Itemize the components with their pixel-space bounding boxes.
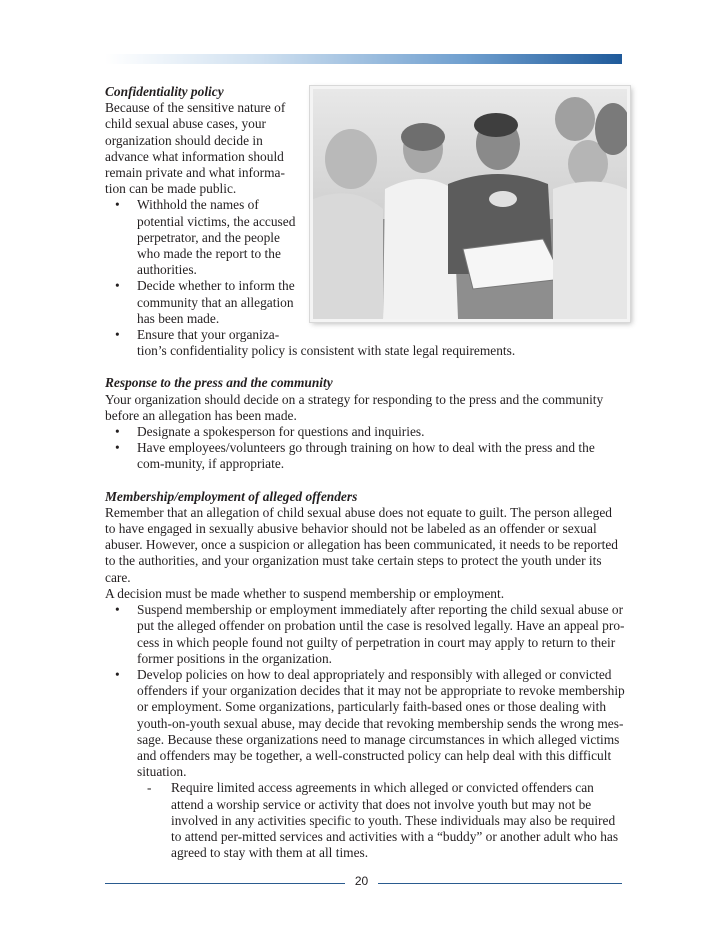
footer-rule-left bbox=[105, 883, 345, 884]
confidentiality-intro: Because of the sensitive nature of child sexual abuse cases, your organization should decide in advance what information should remain private and what informa-tion can be made public. bbox=[105, 100, 286, 197]
list-item: • Ensure that your organiza-tion’s confidentiality policy is consistent with state legal requirements. bbox=[105, 327, 625, 359]
confidentiality-heading: Confidentiality policy bbox=[105, 84, 224, 99]
footer-rule-right bbox=[378, 883, 622, 884]
list-item: • Withhold the names of potential victims, the accused perpetrator, and the people who made the report to the authorities. bbox=[105, 197, 625, 278]
page-content bbox=[105, 84, 625, 877]
list-item-text: Develop policies on how to deal appropriately and responsibly with alleged or convicted offenders if your organization decides that it may not be appropriate to revoke membership or employment. Some organizations, particularly faith-based ones or those dealing with youth-on-youth sexual abuse, may decide that revoking membership sends the wrong mes-sage. Because these organizations need to manage circumstances in which alleged victims and offenders may be together, a well-constructed policy can help deal with this difficult situation. bbox=[137, 666, 625, 780]
list-item: • Designate a spokesperson for questions and inquiries. bbox=[105, 424, 625, 440]
membership-intro-2: A decision must be made whether to suspend membership or employment. bbox=[105, 585, 505, 601]
sub-list-item: - Require limited access agreements in which alleged or convicted offenders can attend a worship service or activity that does not involve youth but may not be involved in any activities specific to youth. These individuals may also be required to attend per-mitted services and activities with a “buddy” or another adult who has agreed to stay with them at all times. bbox=[137, 780, 625, 861]
press-section bbox=[105, 375, 625, 472]
header-accent-bar bbox=[105, 54, 622, 64]
confidentiality-bullet-list bbox=[105, 197, 625, 359]
list-item: • Decide whether to inform the community that an allegation has been made. bbox=[105, 278, 625, 327]
confidentiality-section bbox=[105, 84, 625, 359]
list-item bbox=[105, 667, 625, 861]
press-bullet-list bbox=[105, 424, 625, 473]
page-number: 20 bbox=[354, 874, 369, 888]
list-item: • Suspend membership or employment immediately after reporting the child sexual abuse or put the alleged offender on probation until the case is resolved legally. Have an appeal pro-cess in which people found not guilty of perpetration in court may apply to return to their former positions in the organization. bbox=[105, 602, 625, 667]
press-intro: Your organization should decide on a strategy for responding to the press and the community before an allegation has been made. bbox=[105, 391, 604, 423]
membership-sub-list bbox=[137, 780, 625, 861]
membership-bullet-list bbox=[105, 602, 625, 861]
press-heading: Response to the press and the community bbox=[105, 375, 333, 391]
membership-intro: Remember that an allegation of child sexual abuse does not equate to guilt. The person alleged to have engaged in sexually abusive behavior should not be labeled as an offender or sexual abuser. However, once a suspicion or allegation has been communicated, it needs to be reported to the authorities, and your organization must take certain steps to protect the youth under its care. bbox=[105, 504, 618, 585]
membership-heading: Membership/employment of alleged offenders bbox=[105, 488, 358, 504]
membership-section bbox=[105, 489, 625, 862]
list-item: • Have employees/volunteers go through training on how to deal with the press and the com-munity, if appropriate. bbox=[105, 440, 625, 472]
